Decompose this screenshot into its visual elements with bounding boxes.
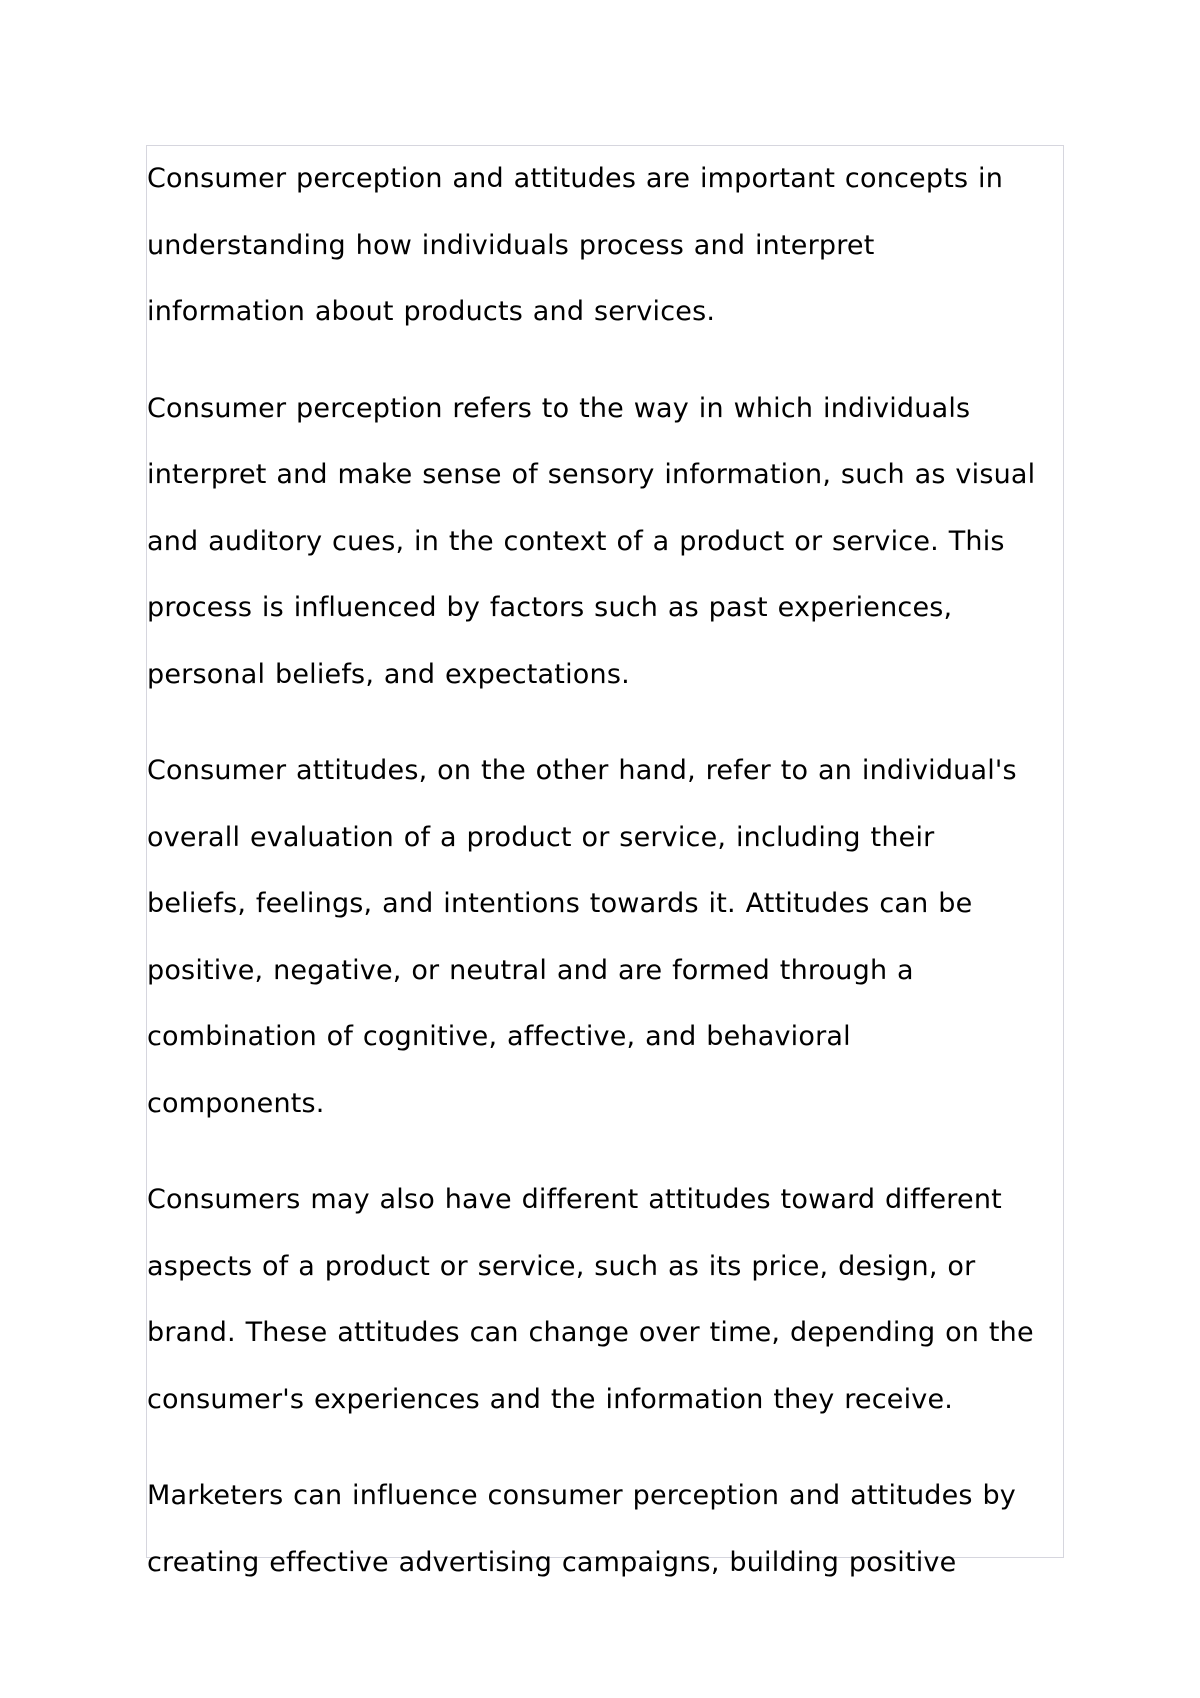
text-line: consumer's experiences and the information they receive. — [147, 1383, 954, 1415]
text-line: creating effective advertising campaigns, building positive — [147, 1546, 957, 1578]
document-text-frame — [146, 145, 1064, 1578]
text-line: beliefs, feelings, and intentions towards it. Attitudes can be — [147, 888, 973, 919]
paragraph-2 — [147, 376, 1067, 709]
text-line: Consumer attitudes, on the other hand, refer to an individual's — [147, 755, 1017, 786]
text-line: understanding how individuals process and interpret — [147, 229, 875, 261]
text-line: Consumer perception refers to the way in which individuals — [147, 392, 971, 424]
text-line: brand. These attitudes can change over time, depending on the — [147, 1317, 1034, 1348]
text-line: Marketers can influence consumer perception and attitudes by — [147, 1480, 1016, 1511]
paragraph-1 — [147, 146, 1067, 346]
paragraph-3 — [147, 738, 1067, 1137]
paragraph-4 — [147, 1167, 1067, 1433]
text-line: aspects of a product or service, such as its price, design, or — [147, 1250, 976, 1282]
text-line: interpret and make sense of sensory information, such as visual — [147, 459, 1036, 490]
text-line: Consumer perception and attitudes are important concepts in — [147, 163, 1004, 194]
document-body — [147, 146, 1067, 1626]
text-line: components. — [147, 1087, 325, 1119]
paragraph-5 — [147, 1463, 1067, 1596]
text-line: Consumers may also have different attitudes toward different — [147, 1184, 1002, 1215]
text-line: information about products and services. — [147, 296, 716, 327]
text-line: process is influenced by factors such as past experiences, — [147, 592, 953, 623]
text-line: combination of cognitive, affective, and behavioral — [147, 1021, 851, 1052]
text-line: overall evaluation of a product or service, including their — [147, 821, 935, 853]
text-line: positive, negative, or neutral and are formed through a — [147, 954, 914, 986]
text-line: personal beliefs, and expectations. — [147, 658, 630, 690]
text-line: and auditory cues, in the context of a product or service. This — [147, 525, 1005, 557]
